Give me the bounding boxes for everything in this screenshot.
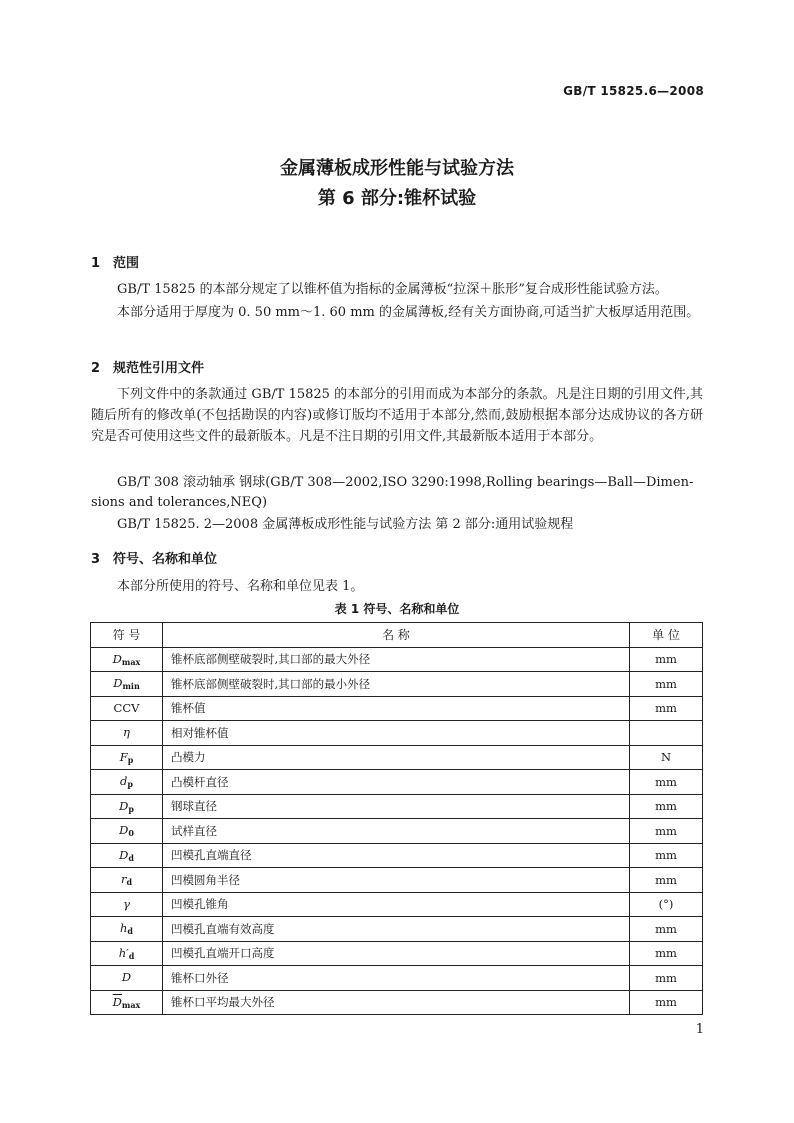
table-row — [91, 892, 703, 917]
section-number: 1 — [91, 256, 101, 271]
name-cell: 凹模孔直端开口高度 — [163, 941, 630, 966]
name-cell: 试样直径 — [163, 819, 630, 844]
name-cell: 相对锥杯值 — [163, 721, 630, 746]
symbol-cell: $h_d$ — [91, 917, 163, 942]
name-cell: 凹模孔直端有效高度 — [163, 917, 630, 942]
unit-cell: mm — [630, 696, 703, 721]
unit-cell: mm — [630, 770, 703, 795]
name-cell: 凸模杆直径 — [163, 770, 630, 795]
name-cell: 锥杯值 — [163, 696, 630, 721]
table-header-row — [91, 623, 703, 648]
unit-cell: mm — [630, 917, 703, 942]
unit-cell: (°) — [630, 892, 703, 917]
table-row — [91, 647, 703, 672]
symbol-cell: γ — [91, 892, 163, 917]
name-cell: 锥杯底部侧壁破裂时,其口部的最小外径 — [163, 672, 630, 697]
table-row — [91, 917, 703, 942]
unit-cell: mm — [630, 966, 703, 991]
reference-line: sions and tolerances,NEQ) — [91, 495, 268, 510]
name-cell: 锥杯底部侧壁破裂时,其口部的最大外径 — [163, 647, 630, 672]
symbol-cell: $d_p$ — [91, 770, 163, 795]
name-cell: 钢球直径 — [163, 794, 630, 819]
symbol-cell: $h'_d$ — [91, 941, 163, 966]
table-row — [91, 868, 703, 893]
table-row — [91, 990, 703, 1015]
symbol-cell: D — [91, 966, 163, 991]
symbol-cell: $D_p$ — [91, 794, 163, 819]
doc-title: 金属薄板成形性能与试验方法 — [280, 158, 514, 179]
name-cell: 凹模圆角半径 — [163, 868, 630, 893]
unit-cell — [630, 721, 703, 746]
header-name: 名 称 — [163, 623, 630, 648]
unit-cell: mm — [630, 990, 703, 1015]
section-title: 符号、名称和单位 — [113, 552, 218, 567]
name-cell: 凹模孔直端直径 — [163, 843, 630, 868]
unit-cell: mm — [630, 672, 703, 697]
name-cell: 锥杯口平均最大外径 — [163, 990, 630, 1015]
standard-code: GB/T 15825.6—2008 — [563, 84, 704, 98]
paragraph: 本部分适用于厚度为 0. 50 mm～1. 60 mm 的金属薄板,经有关方面协商,可适当扩大板厚适用范围。 — [117, 305, 700, 320]
paragraph: GB/T 15825 的本部分规定了以锥杯值为指标的金属薄板“拉深＋胀形”复合成形性能试验方法。 — [117, 282, 668, 297]
section-3-heading — [91, 548, 217, 567]
symbol-cell: $D_{max}$ — [91, 647, 163, 672]
header-unit: 单 位 — [630, 623, 703, 648]
unit-cell: mm — [630, 941, 703, 966]
symbol-cell: $\overline{D}_{max}$ — [91, 990, 163, 1015]
section-2-heading — [91, 357, 204, 376]
unit-cell: mm — [630, 819, 703, 844]
name-cell: 凸模力 — [163, 745, 630, 770]
reference-line: GB/T 308 滚动轴承 钢球(GB/T 308—2002,ISO 3290:1998,Rolling bearings—Ball—Dimen- — [117, 475, 694, 490]
paragraph: 本部分所使用的符号、名称和单位见表 1。 — [117, 579, 364, 594]
table-caption: 表 1 符号、名称和单位 — [334, 602, 460, 616]
symbol-cell: $D_{min}$ — [91, 672, 163, 697]
paragraph: 下列文件中的条款通过 GB/T 15825 的本部分的引用而成为本部分的条款。凡是注日期的引用文件,其随后所有的修改单(不包括勘误的内容)或修订版均不适用于本部分,然而,鼓励根据本部分达成协议的各方研究是否可使用这些文件的最新版本。凡是不注日期的引用文件,其最新版本适用于本部分。 — [91, 387, 703, 444]
reference-line: GB/T 15825. 2—2008 金属薄板成形性能与试验方法 第 2 部分:通用试验规程 — [117, 517, 574, 532]
section-number: 2 — [91, 361, 101, 376]
symbol-cell: $F_p$ — [91, 745, 163, 770]
section-title: 规范性引用文件 — [113, 361, 205, 376]
table-row — [91, 966, 703, 991]
table-row — [91, 721, 703, 746]
unit-cell: mm — [630, 794, 703, 819]
table-row — [91, 843, 703, 868]
table-row — [91, 941, 703, 966]
symbol-cell: $D_0$ — [91, 819, 163, 844]
section-1-heading — [91, 252, 139, 271]
unit-cell: mm — [630, 843, 703, 868]
name-cell: 凹模孔锥角 — [163, 892, 630, 917]
table-row — [91, 672, 703, 697]
table-row — [91, 770, 703, 795]
table-row — [91, 696, 703, 721]
table-row — [91, 819, 703, 844]
page-number: 1 — [695, 1022, 704, 1037]
doc-subtitle: 第 6 部分:锥杯试验 — [317, 188, 477, 209]
name-cell: 锥杯口外径 — [163, 966, 630, 991]
header-symbol: 符 号 — [91, 623, 163, 648]
unit-cell: mm — [630, 647, 703, 672]
section-title: 范围 — [113, 256, 140, 271]
unit-cell: mm — [630, 868, 703, 893]
table-row — [91, 745, 703, 770]
table-row — [91, 794, 703, 819]
symbol-cell: $r_d$ — [91, 868, 163, 893]
symbol-cell: η — [91, 721, 163, 746]
symbols-table — [90, 622, 703, 1015]
symbol-cell: CCV — [91, 696, 163, 721]
unit-cell: N — [630, 745, 703, 770]
section-number: 3 — [91, 552, 101, 567]
symbol-cell: $D_d$ — [91, 843, 163, 868]
